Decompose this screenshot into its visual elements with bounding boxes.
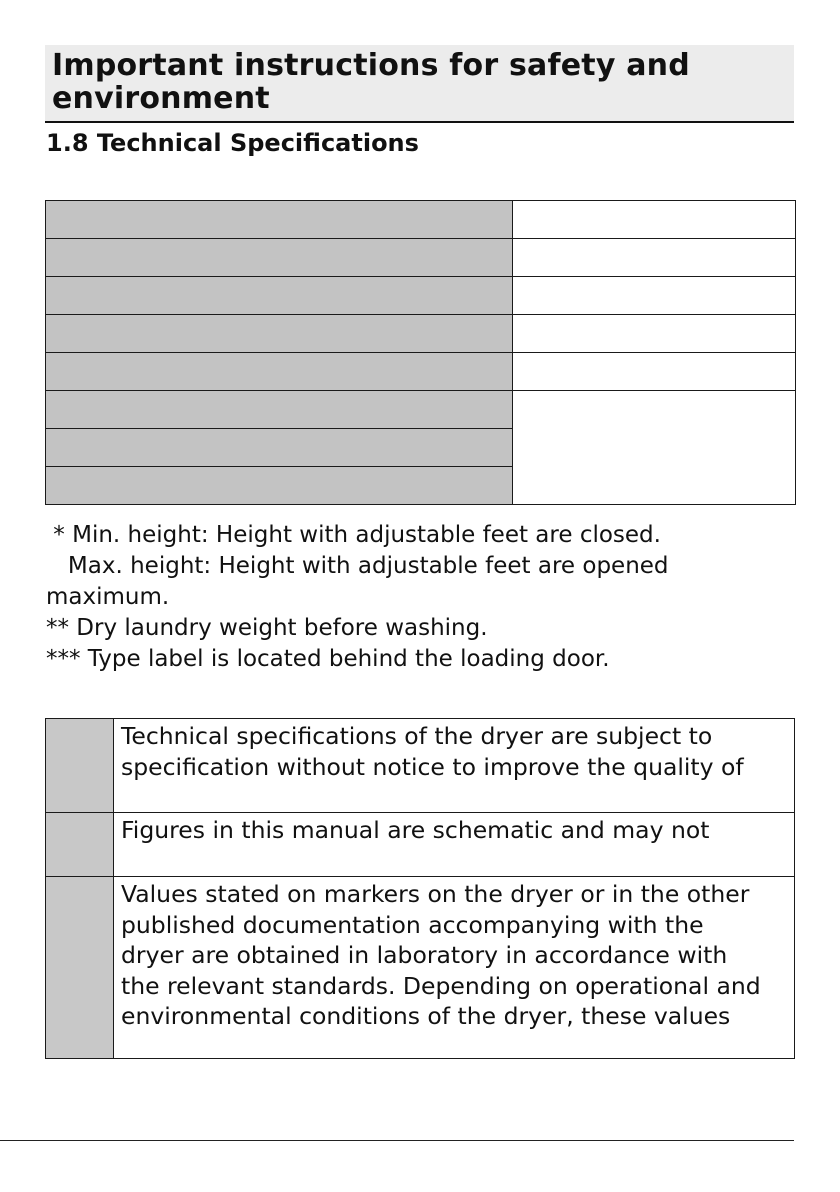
note-row xyxy=(46,719,795,813)
spec-row xyxy=(46,391,796,429)
spec-label-cell xyxy=(46,239,513,277)
spec-label-cell xyxy=(46,315,513,353)
note-line: published documentation accompanying with the xyxy=(121,910,704,939)
spec-value-cell xyxy=(513,353,796,391)
spec-label-cell xyxy=(46,429,513,467)
note-icon-cell xyxy=(46,877,114,1059)
spec-value-cell xyxy=(513,277,796,315)
note-text xyxy=(114,813,795,877)
note-line: Values stated on markers on the dryer or in the other xyxy=(121,880,750,908)
section-title-line2: environment xyxy=(52,81,270,116)
footnote-max-height-cont: maximum. xyxy=(46,584,170,610)
footnote-type-label: *** Type label is located behind the loading door. xyxy=(46,646,610,672)
note-row xyxy=(46,813,795,877)
spec-row xyxy=(46,277,796,315)
spec-label-cell xyxy=(46,467,513,505)
section-title xyxy=(52,49,690,115)
spec-value-cell xyxy=(513,315,796,353)
specifications-table xyxy=(45,200,796,505)
spec-value-cell xyxy=(513,239,796,277)
note-text xyxy=(114,877,795,1059)
note-line: specification without notice to improve the quality of xyxy=(121,752,744,781)
note-line: Figures in this manual are schematic and may not xyxy=(121,816,710,844)
footer-divider xyxy=(0,1140,794,1141)
section-title-line1: Important instructions for safety and xyxy=(52,48,690,83)
subsection-title: 1.8 Technical Specifications xyxy=(46,129,419,157)
spec-label-cell xyxy=(46,201,513,239)
note-text xyxy=(114,719,795,813)
spec-row xyxy=(46,201,796,239)
spec-row xyxy=(46,239,796,277)
spec-value-cell xyxy=(513,201,796,239)
footnote-dry-laundry: ** Dry laundry weight before washing. xyxy=(46,615,488,641)
footnote-max-height: Max. height: Height with adjustable feet are opened xyxy=(46,553,669,579)
note-line: Technical specifications of the dryer are subject to xyxy=(121,722,713,750)
note-line: the relevant standards. Depending on operational and xyxy=(121,971,761,1000)
spec-label-cell xyxy=(46,277,513,315)
spec-row xyxy=(46,353,796,391)
footnote-min-height: * Min. height: Height with adjustable feet are closed. xyxy=(46,522,661,548)
note-icon-cell xyxy=(46,719,114,813)
note-line: dryer are obtained in laboratory in accordance with xyxy=(121,941,728,969)
spec-value-merged-cell xyxy=(513,391,796,505)
spec-row xyxy=(46,315,796,353)
note-line: environmental conditions of the dryer, these values xyxy=(121,1002,731,1030)
note-row xyxy=(46,877,795,1059)
notes-table xyxy=(45,718,795,1059)
section-header xyxy=(45,45,794,123)
footnotes xyxy=(46,520,806,675)
spec-label-cell xyxy=(46,353,513,391)
spec-label-cell xyxy=(46,391,513,429)
note-icon-cell xyxy=(46,813,114,877)
